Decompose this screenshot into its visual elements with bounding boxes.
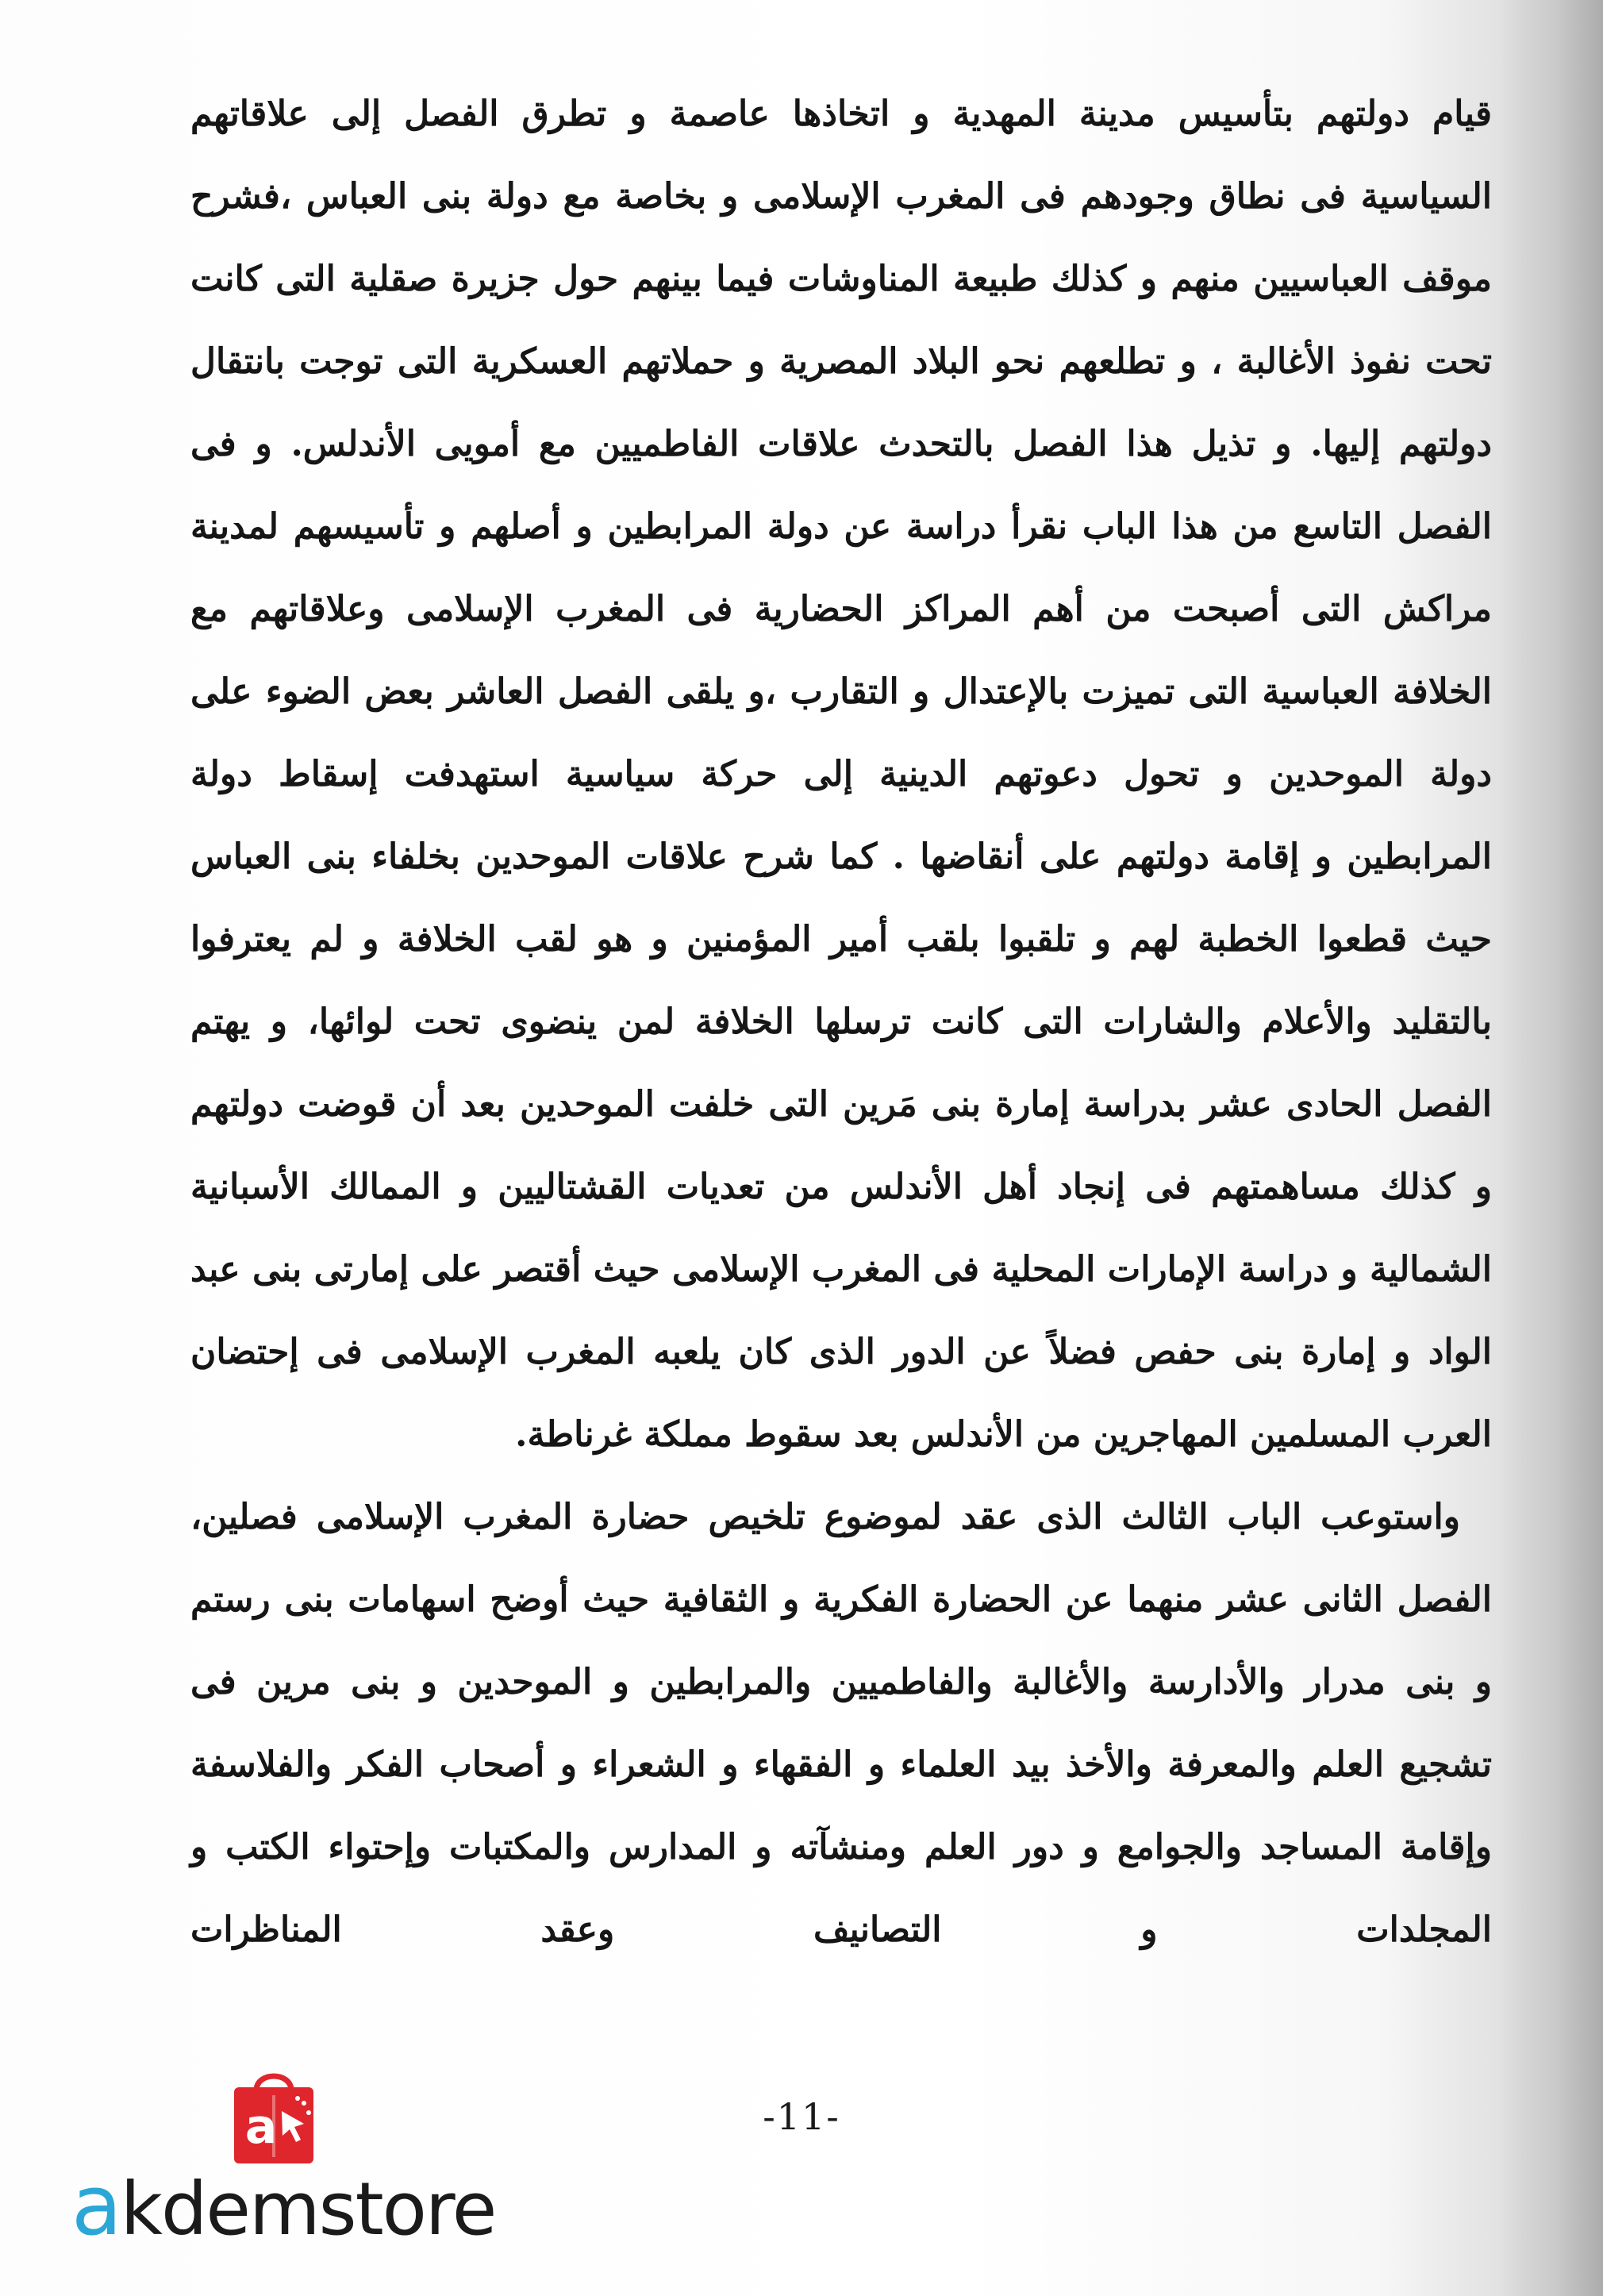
page-edge-shadow: [1500, 0, 1603, 2296]
logo-letter-a: a: [71, 2157, 121, 2254]
shopping-bag-icon: [226, 2063, 321, 2167]
logo-brand-rest: kdemstore: [120, 2167, 496, 2252]
page-number: -11-: [763, 2095, 840, 2138]
paragraph-2: واستوعب الباب الثالث الذى عقد لموضوع تلخيص حضارة المغرب الإسلامى فصلين، الفصل الثانى عشر منهما عن الحضارة الفكرية و الثقافية حيث أوضح اسهامات بنى رستم و بنى مدرار والأدارسة والأغالبة والفاطميين والمرابطين و الموحدين و بنى مرين فى تشجيع العلم والمعرفة والأخذ بيد العلماء و الفقهاء و الشعراء و أصحاب الفكر والفلاسفة وإقامة المساجد والجوامع و دور العلم ومنشآته و المدارس والمكتبات وإحتواء الكتب و المجلدات و التصانيف وعقد المناظرات: [190, 1497, 1492, 1950]
body-text: [190, 73, 1492, 1971]
logo-bag-letter: a: [244, 2099, 278, 2155]
paragraph-1: قيام دولتهم بتأسيس مدينة المهدية و اتخاذها عاصمة و تطرق الفصل إلى علاقاتهم السياسية فى نطاق وجودهم فى المغرب الإسلامى و بخاصة مع دولة بنى العباس ،فشرح موقف العباسيين منهم و كذلك طبيعة المناوشات فيما بينهم حول جزيرة صقلية التى كانت تحت نفوذ الأغالبة ، و تطلعهم نحو البلاد المصرية و حملاتهم العسكرية التى توجت بانتقال دولتهم إليها. و تذيل هذا الفصل بالتحدث علاقات الفاطميين مع أمويى الأندلس. و فى الفصل التاسع من هذا الباب نقرأ دراسة عن دولة المرابطين و أصلهم و تأسيسهم لمدينة مراكش التى أصبحت من أهم المراكز الحضارية فى المغرب الإسلامى وعلاقاتهم مع الخلافة العباسية التى تميزت بالإعتدال و التقارب ،و يلقى الفصل العاشر بعض الضوء على دولة الموحدين و تحول دعوتهم الدينية إلى حركة سياسية استهدفت إسقاط دولة المرابطين و إقامة دولتهم على أنقاضها . كما شرح علاقات الموحدين بخلفاء بنى العباس حيث قطعوا الخطبة لهم و تلقبوا بلقب أمير المؤمنين و هو لقب الخلافة و لم يعترفوا بالتقليد والأعلام والشارات التى كانت ترسلها الخلافة لمن ينضوى تحت لوائها، و يهتم الفصل الحادى عشر بدراسة إمارة بنى مَرين التى خلفت الموحدين بعد أن قوضت دولتهم و كذلك مساهمتهم فى إنجاد أهل الأندلس من تعديات القشتاليين و الممالك الأسبانية الشمالية و دراسة الإمارات المحلية فى المغرب الإسلامى حيث أقتصر على إمارتى بنى عبد الواد و إمارة بنى حفص فضلاً عن الدور الذى كان يلعبه المغرب الإسلامى فى إحتضان العرب المسلمين المهاجرين من الأندلس بعد سقوط مملكة غرناطة.: [190, 94, 1492, 1455]
logo-wordmark: [71, 2157, 495, 2254]
akdemstore-logo: [71, 2063, 500, 2254]
